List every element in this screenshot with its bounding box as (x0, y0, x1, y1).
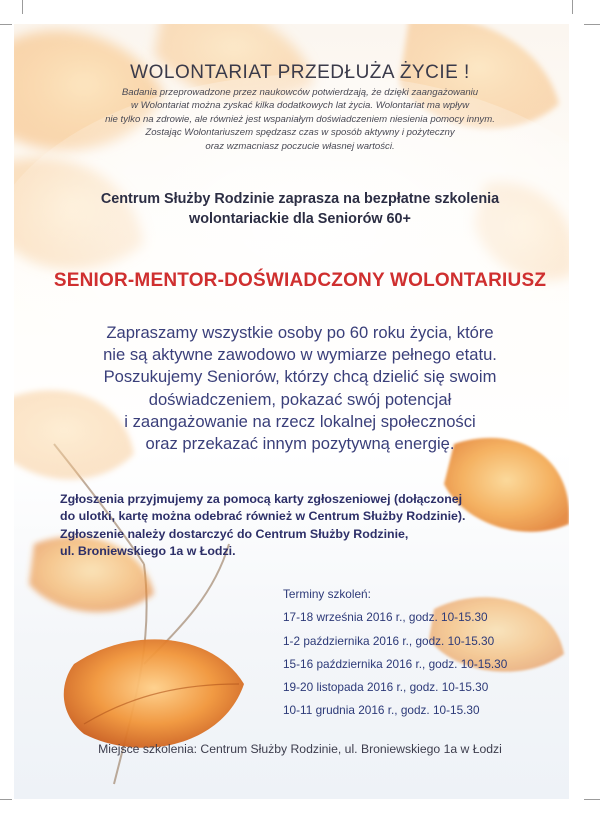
intro-line: oraz wzmacniasz poczucie własnej wartości. (205, 140, 395, 152)
crop-mark-top-left (22, 0, 23, 14)
description-paragraph (0, 322, 600, 455)
schedule-date: 15-16 października 2016 r., godz. 10-15.30 (283, 656, 508, 671)
crop-mark-left-top (0, 24, 12, 25)
intro-line: Zostając Wolontariuszem spędzasz czas w sposób aktywny i pożyteczny (145, 127, 455, 139)
schedule-heading: Terminy szkoleń: (283, 587, 371, 601)
description-line: Zapraszamy wszystkie osoby po 60 roku życia, które (106, 323, 494, 342)
leaf-bottom-left-large (64, 639, 244, 747)
description-line: oraz przekazać innym pozytywną energię. (145, 434, 455, 454)
schedule-date: 19-20 listopada 2016 r., godz. 10-15.30 (283, 680, 489, 695)
crop-mark-right-top (584, 24, 600, 25)
intro-line: w Wolontariat można zyskać kilka dodatkowych lat życia. Wolontariat ma wpływ (130, 100, 470, 112)
registration-line: Zgłoszenie należy dostarczyć do Centrum Służby Rodzinie, (60, 526, 409, 541)
description-line: Poszukujemy Seniorów, którzy chcą dzielić się swoim (103, 367, 497, 387)
registration-line: Zgłoszenia przyjmujemy za pomocą karty zgłoszeniowej (dołączonej (60, 492, 463, 506)
intro-line: Badania przeprowadzone przez naukowców potwierdzają, że dzięki zaangażowaniu (121, 87, 479, 98)
training-schedule (283, 583, 583, 723)
invitation-line: wolontariackie dla Seniorów 60+ (189, 211, 411, 227)
description-line: i zaangażowanie na rzecz lokalnej społeczności (124, 411, 476, 431)
registration-info (60, 491, 560, 561)
venue-line: Miejsce szkolenia: Centrum Służby Rodzinie, ul. Broniewskiego 1a w Łodzi (98, 742, 502, 756)
crop-mark-top-right (572, 0, 573, 14)
main-title: WOLONTARIAT PRZEDŁUŻA ŻYCIE ! (130, 62, 470, 83)
intro-paragraph (0, 86, 600, 153)
description-line: doświadczeniem, pokazać swój potencjał (148, 389, 452, 409)
registration-line: do ulotki, kartę można odebrać również w Centrum Służby Rodzinie). (60, 509, 466, 524)
schedule-date: 10-11 grudnia 2016 r., godz. 10-15.30 (283, 703, 480, 718)
intro-line: nie tylko na zdrowie, ale również jest wspaniałym doświadczeniem niesienia pomocy innym. (105, 113, 495, 125)
registration-line: ul. Broniewskiego 1a w Łodzi. (60, 544, 236, 559)
schedule-date: 1-2 października 2016 r., godz. 10-15.30 (283, 633, 495, 648)
invitation-line: Centrum Służby Rodzinie zaprasza na bezpłatne szkolenia (100, 191, 500, 207)
description-line: nie są aktywne zawodowo w wymiarze pełnego etatu. (103, 345, 497, 365)
crop-mark-right-bottom (584, 799, 600, 800)
program-title: SENIOR-MENTOR-DOŚWIADCZONY WOLONTARIUSZ (53, 270, 547, 291)
invitation-text (0, 189, 600, 229)
crop-mark-bottom-left (0, 799, 12, 800)
schedule-date: 17-18 września 2016 r., godz. 10-15.30 (283, 610, 488, 625)
